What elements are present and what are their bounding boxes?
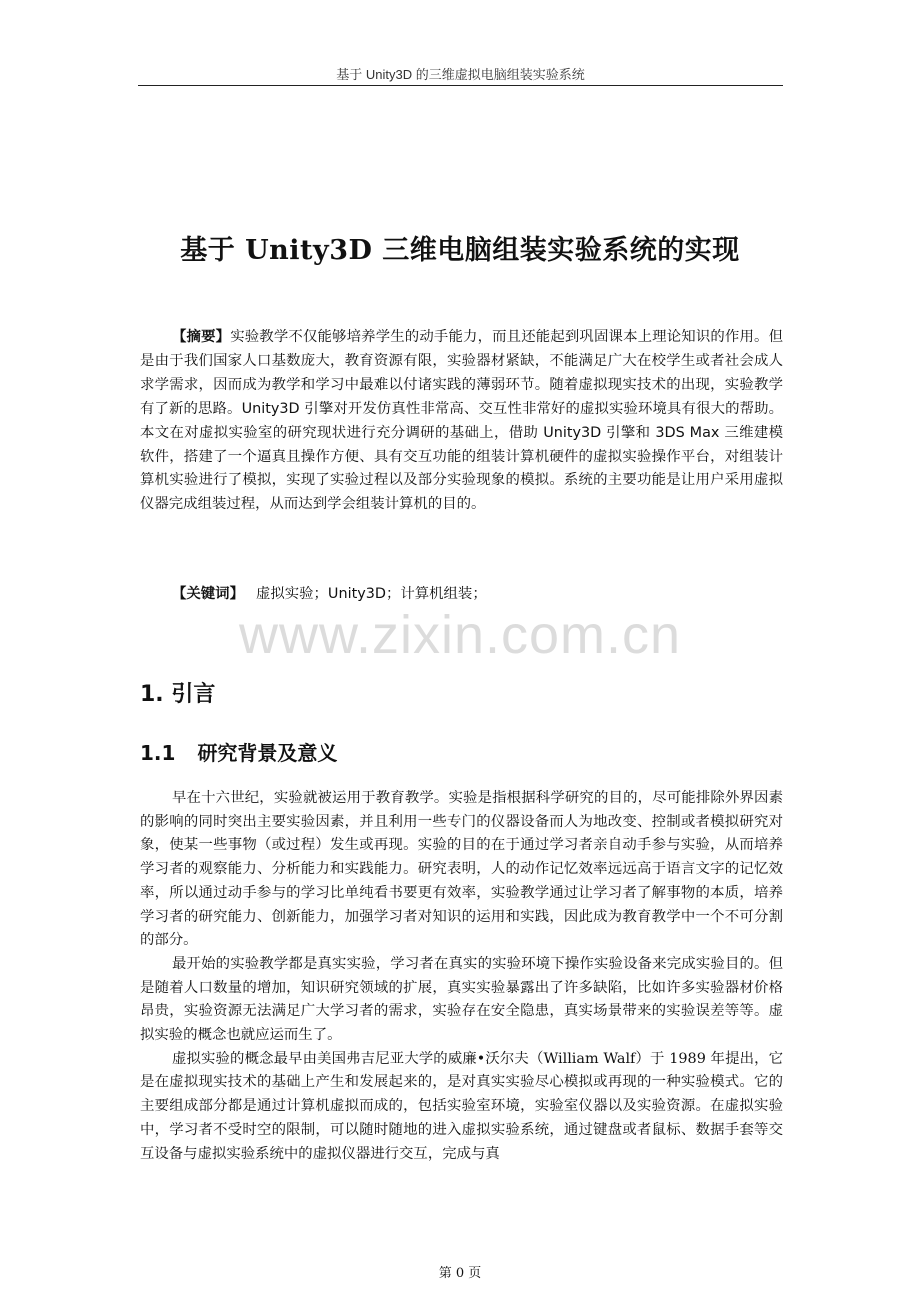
watermark: www.zixin.com.cn [238, 605, 682, 665]
abstract [140, 326, 783, 517]
body-text [140, 787, 783, 1166]
paragraph: 最开始的实验教学都是真实实验，学习者在真实的实验环境下操作实验设备来完成实验目的。但是随着人口数量的增加，知识研究领域的扩展，真实实验暴露出了许多缺陷，比如许多实验器材价格昂贵，实验资源无法满足广大学习者的需求，实验存在安全隐患，真实场景带来的实验误差等等。虚拟实验的概念也就应运而生了。 [140, 955, 783, 1044]
abstract-text: 实验教学不仅能够培养学生的动手能力，而且还能起到巩固课本上理论知识的作用。但是由于我们国家人口基数庞大，教育资源有限，实验器材紧缺，不能满足广大在校学生或者社会成人求学需求，因而成为教学和学习中最难以付诸实践的薄弱环节。随着虚拟现实技术的出现，实验教学有了新的思路。Unity3D 引擎对开发仿真性非常高、交互性非常好的虚拟实验环境具有很大的帮助。本文在对虚拟实验室的研究现状进行充分调研的基础上，借助 Unity3D 引擎和 3DS Max 三维建模软件，搭建了一个逼真且操作方便、具有交互功能的组装计算机硬件的虚拟实验操作平台，对组装计算机实验进行了模拟，实现了实验过程以及部分实验现象的模拟。系统的主要功能是让用户采用虚拟仪器完成组装过程，从而达到学会组装计算机的目的。 [140, 329, 783, 513]
subsection-title: 研究背景及意义 [197, 741, 338, 765]
header-rule [138, 85, 783, 86]
page-number: 第 0 页 [438, 1266, 482, 1281]
paragraph: 虚拟实验的概念最早由美国弗吉尼亚大学的威廉•沃尔夫（William Walf）于 1989 年提出，它是在虚拟现实技术的基础上产生和发展起来的，是对真实实验尽心模拟或再现的一种实验模式。它的主要组成部分都是通过计算机虚拟而成的，包括实验室环境，实验室仪器以及实验资源。在虚拟实验中，学习者不受时空的限制，可以随时随地的进入虚拟实验系统，通过键盘或者鼠标、数据手套等交互设备与虚拟实验系统中的虚拟仪器进行交互，完成与真 [140, 1050, 783, 1162]
running-header: 基于 Unity3D 的三维虚拟电脑组装实验系统 [336, 67, 585, 82]
keywords-text: 虚拟实验；Unity3D；计算机组装； [255, 586, 487, 602]
section-heading-introduction: 1. 引言 [140, 682, 216, 707]
paper-title: 基于 Unity3D 三维电脑组装实验系统的实现 [180, 235, 740, 266]
subsection-heading-background [140, 737, 337, 766]
subsection-number: 1.1 [140, 741, 176, 765]
keywords-label: 【关键词】 [172, 586, 244, 602]
paragraph: 早在十六世纪，实验就被运用于教育教学。实验是指根据科学研究的目的，尽可能排除外界因素的影响的同时突出主要实验因素，并且利用一些专门的仪器设备而人为地改变、控制或者模拟研究对象，使某一些事物（或过程）发生或再现。实验的目的在于通过学习者亲自动手参与实验，从而培养学习者的观察能力、分析能力和实践能力。研究表明，人的动作记忆效率远远高于语言文字的记忆效率，所以通过动手参与的学习比单纯看书要更有效率，实验教学通过让学习者了解事物的本质，培养学习者的研究能力、创新能力，加强学习者对知识的运用和实践，因此成为教育教学中一个不可分割的部分。 [140, 790, 783, 949]
abstract-label: 【摘要】 [172, 329, 231, 345]
keywords [172, 582, 782, 603]
